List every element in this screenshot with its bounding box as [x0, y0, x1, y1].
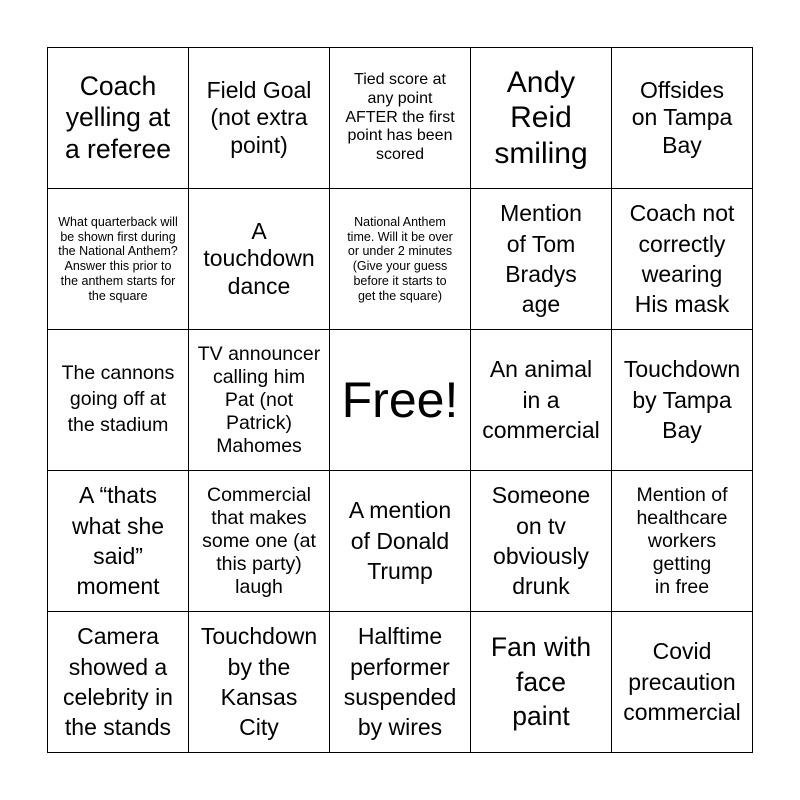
bingo-square-r3-c4[interactable] — [471, 330, 612, 471]
square-text: What quarterback will be shown first during the National Anthem? Answer this prior to the anthem starts for the square — [58, 214, 178, 303]
bingo-square-r4-c2[interactable] — [189, 471, 330, 612]
square-text: Mention of Tom Bradys age — [500, 200, 582, 318]
bingo-square-r5-c3[interactable] — [330, 612, 471, 753]
bingo-square-r1-c5[interactable] — [612, 48, 753, 189]
square-text: Coach not correctly wearing His mask — [629, 200, 735, 318]
bingo-square-r5-c4[interactable] — [471, 612, 612, 753]
bingo-square-r1-c2[interactable] — [189, 48, 330, 189]
square-text: Field Goal (not extra point) — [206, 77, 312, 158]
square-text: Covid precaution commercial — [623, 638, 741, 726]
bingo-square-r4-c1[interactable] — [48, 471, 189, 612]
free-space-text: Free! — [341, 371, 459, 428]
bingo-square-r3-c1[interactable] — [48, 330, 189, 471]
square-text: Someone on tv obviously drunk — [491, 482, 591, 600]
bingo-square-r4-c4[interactable] — [471, 471, 612, 612]
bingo-square-r2-c1[interactable] — [48, 189, 189, 330]
bingo-square-r2-c2[interactable] — [189, 189, 330, 330]
bingo-square-r5-c1[interactable] — [48, 612, 189, 753]
bingo-square-r5-c5[interactable] — [612, 612, 753, 753]
square-text: Offsides on Tampa Bay — [631, 77, 733, 158]
square-text: National Anthem time. Will it be over or under 2 minutes (Give your guess before it starts to get the square) — [347, 214, 453, 303]
bingo-square-r4-c3[interactable] — [330, 471, 471, 612]
square-text: Coach yelling at a referee — [64, 71, 172, 164]
square-text: Fan with face paint — [490, 631, 592, 732]
square-text: Touchdown by Tampa Bay — [623, 356, 741, 444]
bingo-square-r5-c2[interactable] — [189, 612, 330, 753]
square-text: Mention of healthcare workers getting in free — [636, 483, 728, 598]
square-text: An animal in a commercial — [482, 356, 600, 444]
bingo-square-r1-c3[interactable] — [330, 48, 471, 189]
bingo-square-r1-c4[interactable] — [471, 48, 612, 189]
square-text: Halftime performer suspended by wires — [343, 623, 457, 741]
square-text: Touchdown by the Kansas City — [200, 623, 318, 741]
bingo-square-r3-c2[interactable] — [189, 330, 330, 471]
square-text: A touchdown dance — [203, 218, 315, 299]
square-text: Andy Reid smiling — [494, 65, 588, 170]
square-text: The cannons going off at the stadium — [61, 362, 175, 436]
bingo-square-free[interactable] — [330, 330, 471, 471]
square-text: A mention of Donald Trump — [348, 497, 452, 585]
bingo-square-r4-c5[interactable] — [612, 471, 753, 612]
bingo-square-r1-c1[interactable] — [48, 48, 189, 189]
square-text: TV announcer calling him Pat (not Patrick) Mahomes — [197, 342, 321, 457]
bingo-square-r2-c4[interactable] — [471, 189, 612, 330]
bingo-board — [47, 47, 753, 753]
square-text: Commercial that makes some one (at this party) laugh — [202, 483, 316, 598]
square-text: Tied score at any point AFTER the first point has been scored — [345, 70, 455, 164]
bingo-square-r2-c5[interactable] — [612, 189, 753, 330]
bingo-square-r3-c5[interactable] — [612, 330, 753, 471]
square-text: Camera showed a celebrity in the stands — [63, 623, 173, 741]
square-text: A “thats what she said” moment — [71, 482, 165, 600]
bingo-square-r2-c3[interactable] — [330, 189, 471, 330]
